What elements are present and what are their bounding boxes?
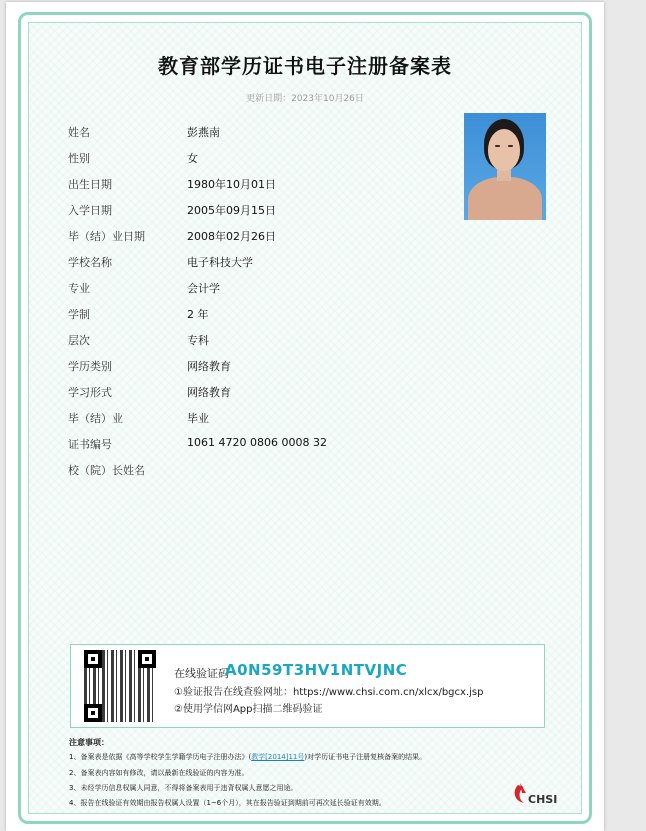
field-label-birthdate: 出生日期 — [68, 178, 112, 191]
field-label-graduation-date: 毕（结）业日期 — [68, 230, 145, 243]
field-value-certificate-number: 1061 4720 0806 0008 32 — [187, 436, 327, 449]
field-label-level: 层次 — [68, 334, 90, 347]
note-1 — [69, 752, 426, 762]
field-label-school: 学校名称 — [68, 256, 112, 269]
field-value-graduation-date: 2008年02月26日 — [187, 230, 276, 243]
verification-url-text: ①验证报告在线查验网址：https://www.chsi.com.cn/xlcx/bgcx.jsp — [174, 687, 484, 698]
note-4: 4、报告在线验证有效期由报告权属人设置（1~6个月），其在报告验证到期前可再次延长验证有效期。 — [69, 799, 386, 807]
field-label-name: 姓名 — [68, 126, 90, 139]
field-label-graduation-status: 毕（结）业 — [68, 412, 123, 425]
note-1-post: )对学历证书电子注册复核备案的结果。 — [304, 753, 427, 761]
verification-app-text: ②使用学信网App扫描二维码验证 — [174, 704, 323, 715]
field-value-name: 彭燕南 — [187, 126, 220, 139]
field-value-major: 会计学 — [187, 282, 220, 295]
field-value-study-form: 网络教育 — [187, 386, 231, 399]
note-3: 3、未经学历信息权属人同意，不得将备案表用于违背权属人意愿之用途。 — [69, 784, 298, 792]
verification-code-label: 在线验证码 — [174, 667, 229, 680]
verification-code: A0N59T3HV1NTVJNC — [225, 661, 408, 679]
field-value-level: 专科 — [187, 334, 209, 347]
note-2: 2、备案表内容如有修改，请以最新在线验证的内容为准。 — [69, 769, 249, 777]
field-label-certificate-number: 证书编号 — [68, 438, 112, 451]
chsi-logo-text: CHSI — [528, 793, 558, 806]
updated-date: 更新日期：2023年10月26日 — [246, 94, 364, 104]
field-label-enroll-date: 入学日期 — [68, 204, 112, 217]
field-label-major: 专业 — [68, 282, 90, 295]
field-label-education-type: 学历类别 — [68, 360, 112, 373]
field-label-gender: 性别 — [68, 152, 90, 165]
field-value-enroll-date: 2005年09月15日 — [187, 204, 276, 217]
document-page — [6, 2, 604, 831]
page-title: 教育部学历证书电子注册备案表 — [158, 54, 452, 78]
field-label-duration: 学制 — [68, 308, 90, 321]
field-value-birthdate: 1980年10月01日 — [187, 178, 276, 191]
field-label-president-name: 校（院）长姓名 — [68, 464, 145, 477]
regulation-link[interactable]: 教学[2014]11号 — [251, 753, 305, 761]
qr-code[interactable] — [84, 650, 156, 722]
field-value-graduation-status: 毕业 — [187, 412, 209, 425]
note-1-pre: 1、备案表是依据《高等学校学生学籍学历电子注册办法》( — [69, 753, 252, 761]
field-value-school: 电子科技大学 — [187, 256, 253, 269]
field-value-gender: 女 — [187, 152, 198, 165]
field-value-education-type: 网络教育 — [187, 360, 231, 373]
notes-title: 注意事项： — [69, 738, 109, 747]
id-photo — [464, 113, 546, 220]
field-value-duration: 2 年 — [187, 308, 209, 321]
field-label-study-form: 学习形式 — [68, 386, 112, 399]
